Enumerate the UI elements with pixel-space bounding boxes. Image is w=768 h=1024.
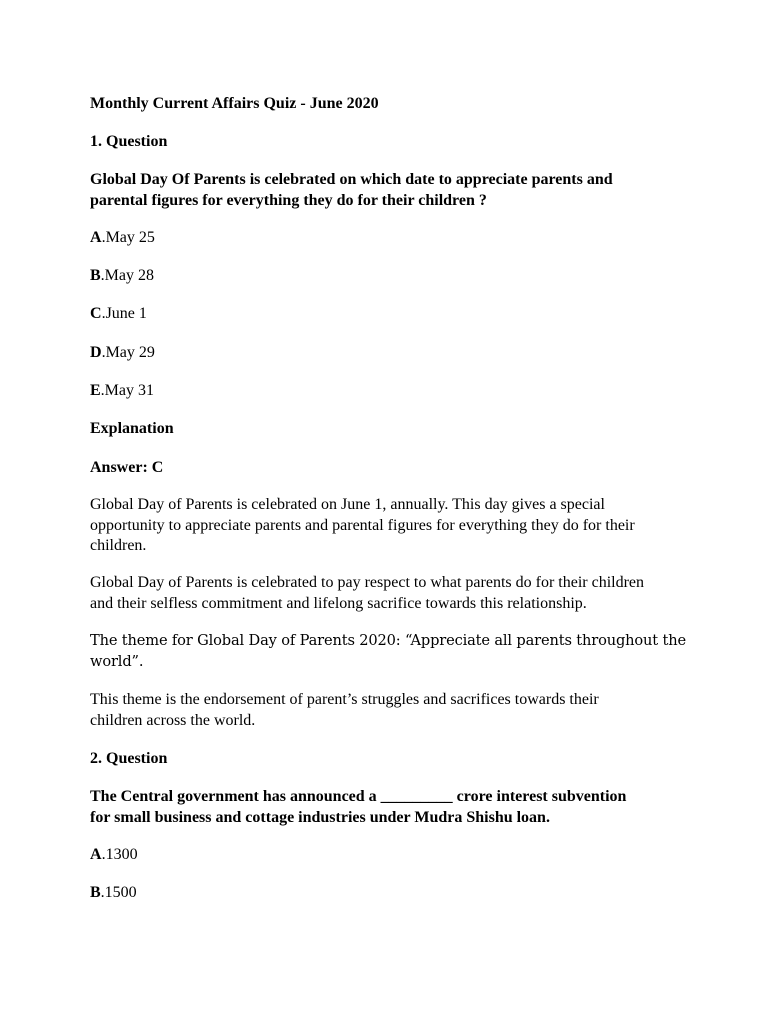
question-2-text-line-1: The Central government has announced a _________ crore interest subvention: [90, 788, 627, 805]
option-a: [90, 845, 690, 865]
option-letter: B: [90, 267, 101, 284]
option-c: [90, 304, 690, 324]
option-text: .May 28: [100, 267, 154, 284]
option-letter: B: [90, 884, 101, 901]
paragraph-line: world”.: [90, 652, 144, 670]
option-text: .June 1: [101, 305, 147, 322]
explanation-heading: Explanation: [90, 420, 174, 437]
paragraph-line: The theme for Global Day of Parents 2020: “Appreciate all parents throughout the: [90, 632, 686, 649]
paragraph-line: children.: [90, 537, 147, 554]
paragraph-line: children across the world.: [90, 711, 256, 729]
option-letter: C: [90, 305, 102, 322]
paragraph-line: and their selfless commitment and lifelong sacrifice towards this relationship.: [90, 594, 587, 612]
explanation-paragraph-4: [90, 690, 690, 731]
option-a: [90, 228, 690, 248]
option-text: .May 31: [100, 382, 154, 399]
question-1-text-line-2: parental figures for everything they do for their children ?: [90, 191, 487, 209]
option-b: [90, 883, 690, 903]
option-b: [90, 266, 690, 286]
theme-paragraph: [90, 631, 690, 672]
option-text: .May 25: [101, 229, 155, 246]
question-2-text-line-2: for small business and cottage industries under Mudra Shishu loan.: [90, 808, 550, 826]
option-letter: D: [90, 344, 102, 361]
option-e: [90, 381, 690, 401]
question-1-text-line-1: Global Day Of Parents is celebrated on which date to appreciate parents and: [90, 171, 613, 188]
question-2-heading: 2. Question: [90, 750, 168, 767]
option-letter: E: [90, 382, 101, 399]
option-letter: A: [90, 846, 102, 863]
paragraph-line: Global Day of Parents is celebrated on June 1, annually. This day gives a special: [90, 496, 605, 513]
question-2-text: [90, 787, 690, 828]
answer-label: Answer: C: [90, 459, 164, 476]
question-1-text: [90, 170, 690, 211]
paragraph-line: Global Day of Parents is celebrated to pay respect to what parents do for their children: [90, 574, 645, 591]
option-letter: A: [90, 229, 102, 246]
option-text: .1500: [100, 884, 137, 901]
option-d: [90, 343, 690, 363]
option-text: .May 29: [101, 344, 155, 361]
document-title: Monthly Current Affairs Quiz - June 2020: [90, 95, 379, 112]
paragraph-line: opportunity to appreciate parents and parental figures for everything they do for their: [90, 516, 635, 534]
option-text: .1300: [101, 846, 138, 863]
explanation-paragraph-2: [90, 573, 690, 614]
question-1-heading: 1. Question: [90, 133, 168, 150]
paragraph-line: This theme is the endorsement of parent’s struggles and sacrifices towards their: [90, 691, 599, 708]
explanation-paragraph-1: [90, 495, 690, 557]
